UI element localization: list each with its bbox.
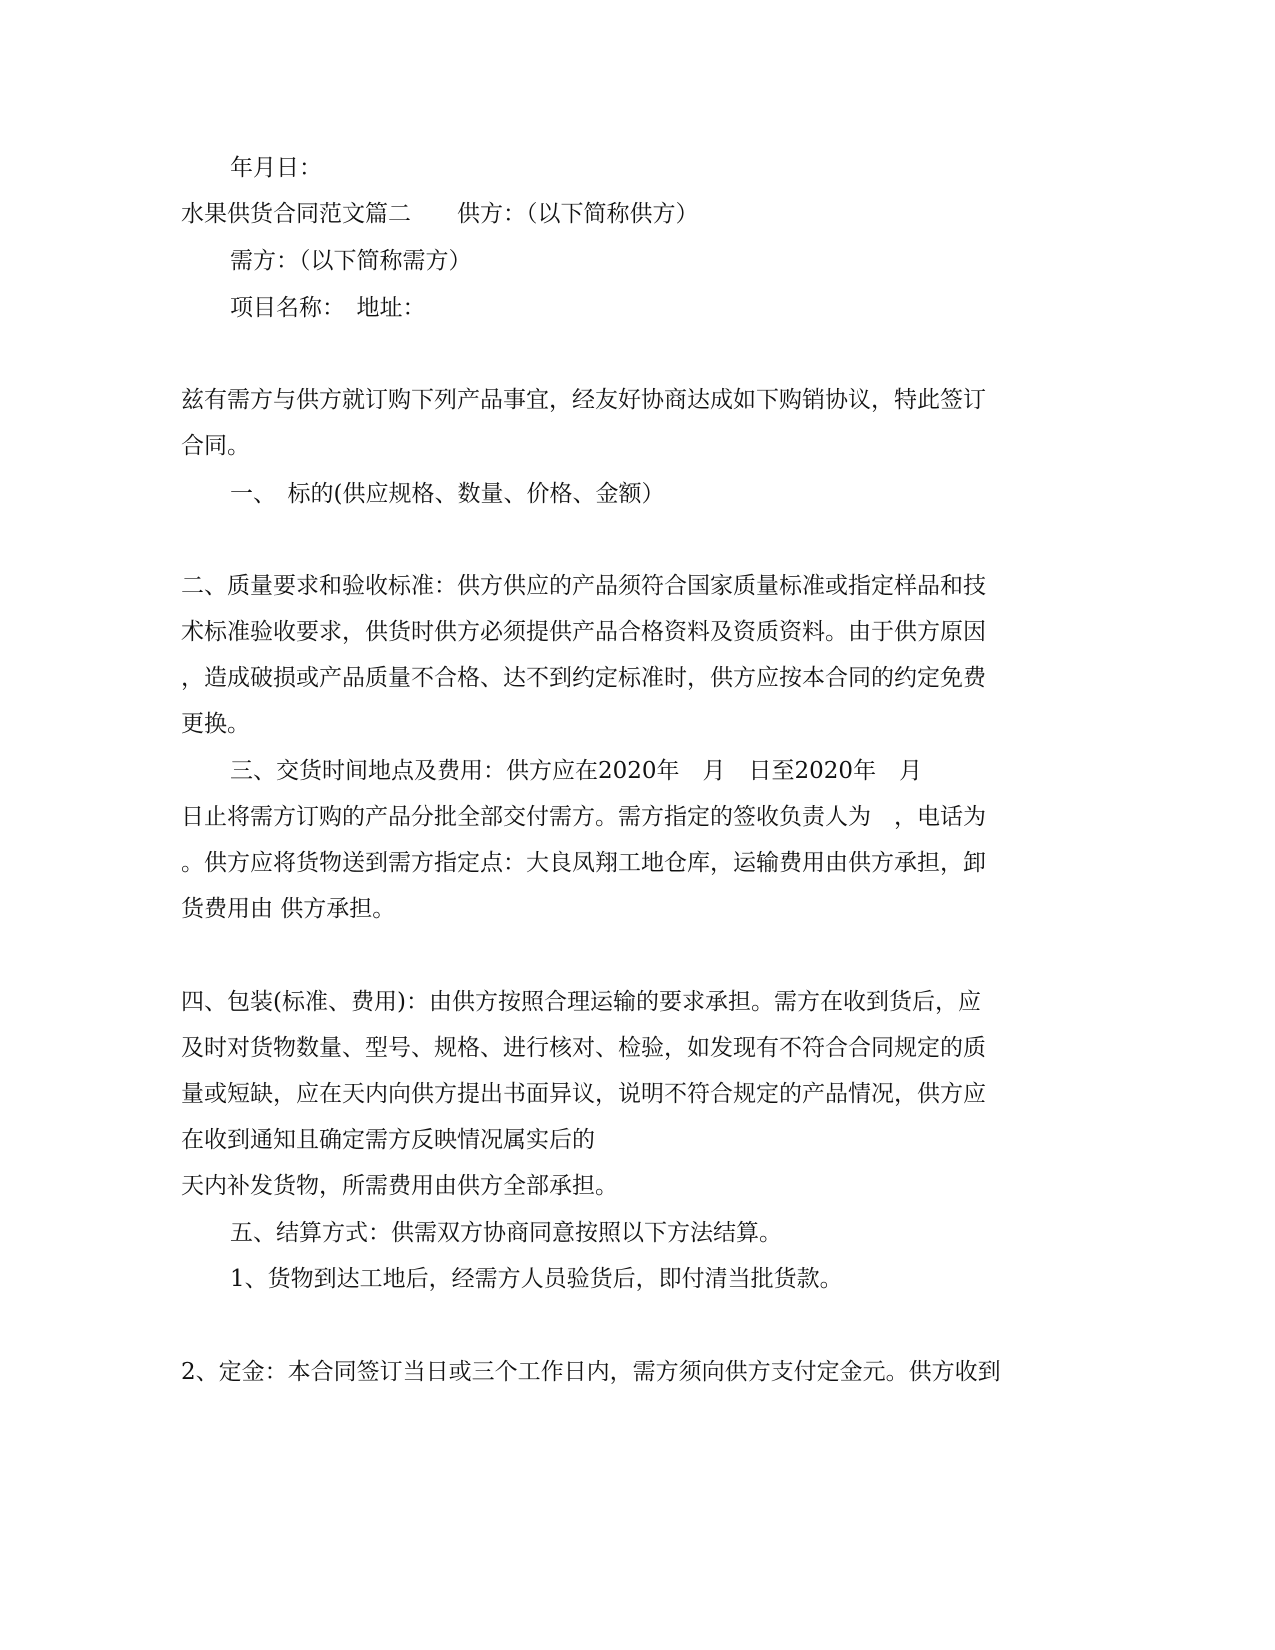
section-2-line-4: 更换。 [181, 711, 250, 737]
intro-paragraph-line-1: 兹有需方与供方就订购下列产品事宜，经友好协商达成如下购销协议，特此签订 [181, 387, 986, 413]
section-4-line-3: 量或短缺，应在天内向供方提出书面异议，说明不符合规定的产品情况，供方应 [181, 1081, 986, 1107]
date-line: 年月日： [230, 155, 322, 181]
section-5-heading: 五、结算方式：供需双方协商同意按照以下方法结算。 [230, 1220, 782, 1246]
section-2-line-2: 术标准验收要求，供货时供方必须提供产品合格资料及资质资料。由于供方原因 [181, 619, 986, 645]
section-3-line-3: 。供方应将货物送到需方指定点：大良凤翔工地仓库，运输费用由供方承担，卸 [181, 850, 986, 876]
section-3-line-1: 三、交货时间地点及费用：供方应在2020年 月 日至2020年 月 [230, 758, 923, 784]
buyer-line: 需方：（以下简称需方） [230, 248, 472, 274]
intro-paragraph-line-2: 合同。 [181, 433, 250, 459]
section-3-line-2: 日止将需方订购的产品分批全部交付需方。需方指定的签收负责人为 ，电话为 [181, 804, 986, 830]
section-2-line-3: ，造成破损或产品质量不合格、达不到约定标准时，供方应按本合同的约定免费 [181, 665, 986, 691]
section-5-item-1: 1、货物到达工地后，经需方人员验货后，即付清当批货款。 [230, 1266, 843, 1292]
section-5-item-2: 2、定金：本合同签订当日或三个工作日内，需方须向供方支付定金元。供方收到 [181, 1359, 1001, 1385]
section-4-line-1: 四、包装(标准、费用)：由供方按照合理运输的要求承担。需方在收到货后，应 [181, 989, 981, 1015]
section-4-line-4: 在收到通知且确定需方反映情况属实后的 [181, 1127, 595, 1153]
project-address-line: 项目名称： 地址： [230, 295, 426, 321]
section-2-line-1: 二、质量要求和验收标准：供方供应的产品须符合国家质量标准或指定样品和技 [181, 573, 986, 599]
section-1-heading: 一、 标的(供应规格、数量、价格、金额） [230, 481, 665, 507]
section-4-line-2: 及时对货物数量、型号、规格、进行核对、检验，如发现有不符合合同规定的质 [181, 1035, 986, 1061]
title-supplier-line: 水果供货合同范文篇二 供方：（以下简称供方） [181, 201, 699, 227]
section-3-line-4: 货费用由 供方承担。 [181, 896, 396, 922]
section-4-line-5: 天内补发货物，所需费用由供方全部承担。 [181, 1173, 618, 1199]
